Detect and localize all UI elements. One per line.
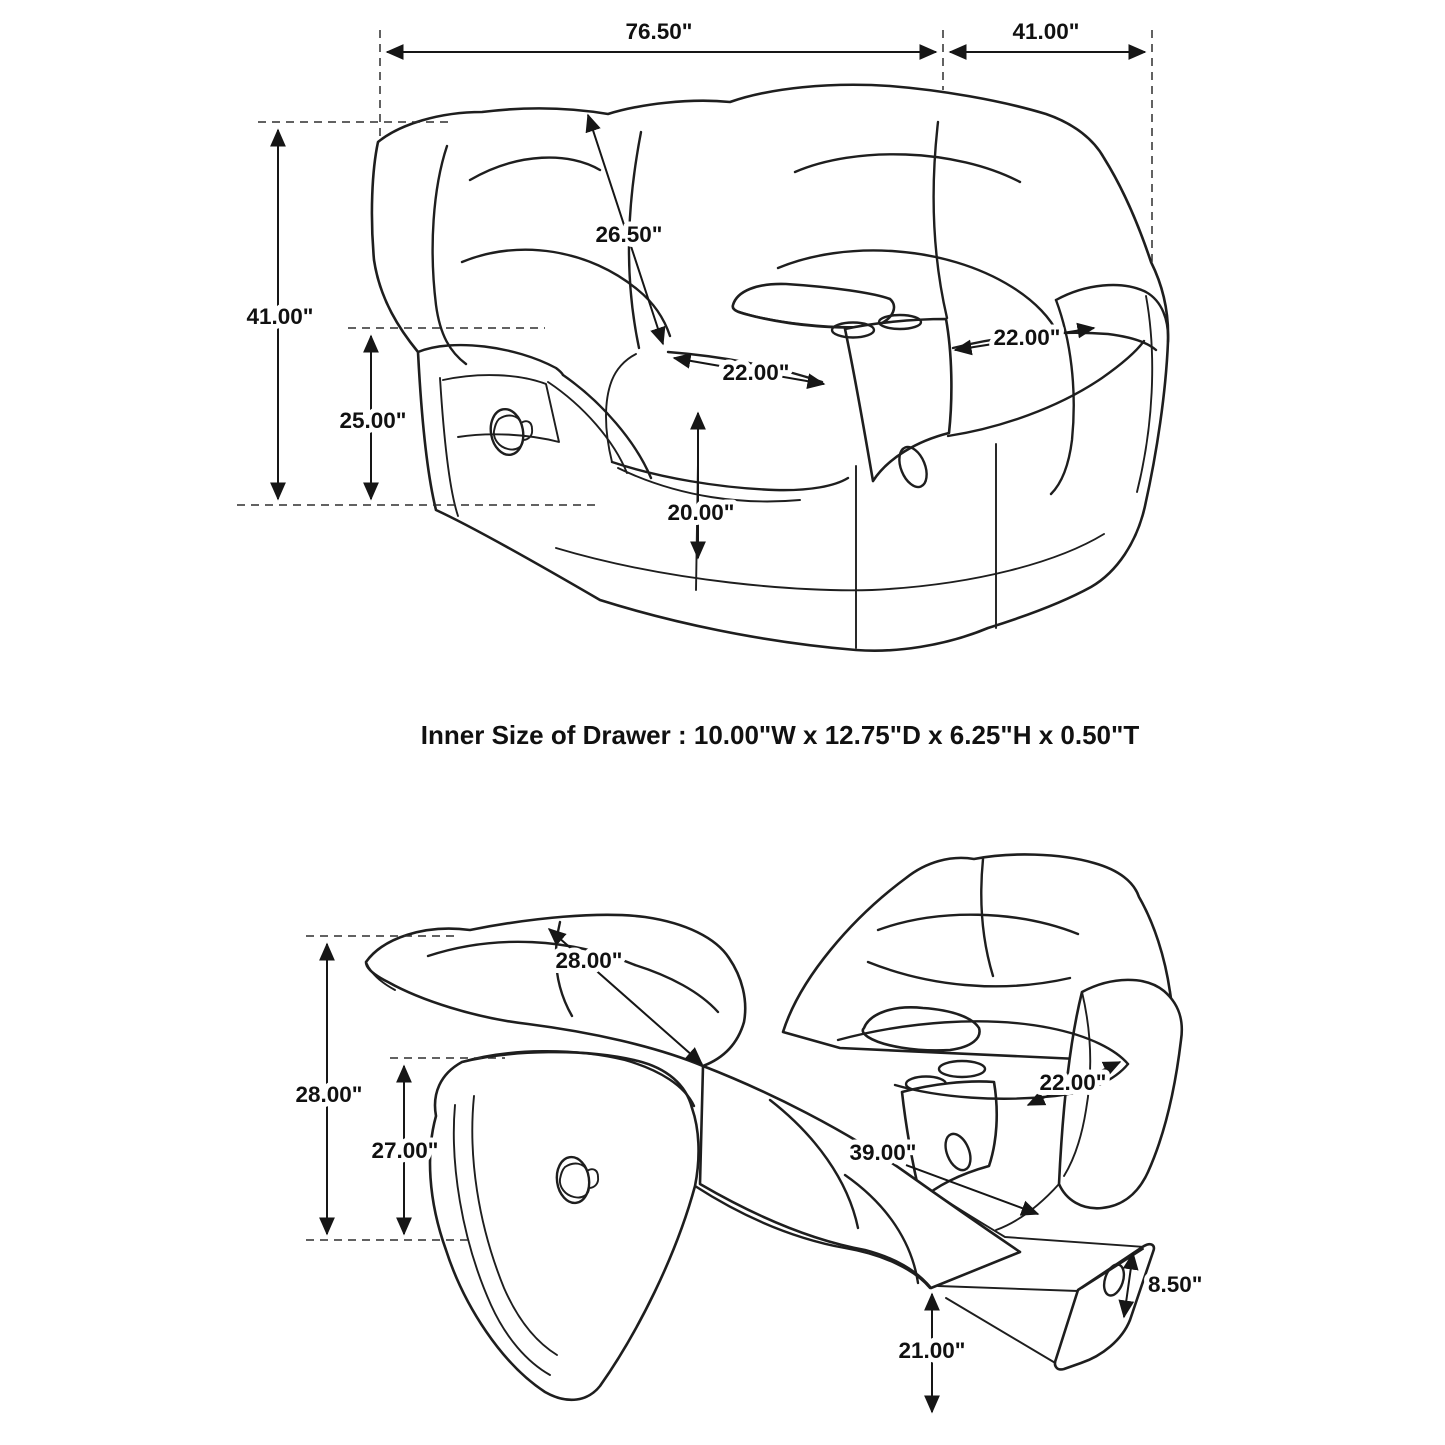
overall-height-label: 41.00" [246,303,314,329]
reclined-backrest [366,915,745,1066]
arm-height-label: 27.00" [371,1137,439,1163]
arm-height-label: 25.00" [339,407,407,433]
overall-width-label: 76.50" [625,18,693,44]
seat-width-left-label: 22.00" [722,359,790,385]
seat-height-label: 20.00" [667,499,735,525]
overall-depth-label: 41.00" [1012,18,1080,44]
reclined-height-label: 28.00" [295,1081,363,1107]
reclined-view-sofa [366,854,1182,1399]
back-cushion-length-label: 26.50" [595,221,663,247]
footrest-rail [938,1286,1078,1291]
back-cushion-length-label: 28.00" [555,947,623,973]
footrest-clearance-label: 21.00" [898,1337,966,1363]
left-arm [430,1052,699,1400]
seam-path [996,1184,1059,1230]
drawer-inner-size-note: Inner Size of Drawer : 10.00"W x 12.75"D x 6.25"H x 0.50"T [420,719,1140,750]
recline-depth-label: 39.00" [849,1139,917,1165]
seat-width-right-label: 22.00" [993,324,1061,350]
cup-holder [939,1061,985,1077]
seat-width-label: 22.00" [1039,1069,1107,1095]
footrest-pad [1055,1244,1154,1369]
footrest-panel-height-label: 8.50" [1148,1271,1203,1297]
